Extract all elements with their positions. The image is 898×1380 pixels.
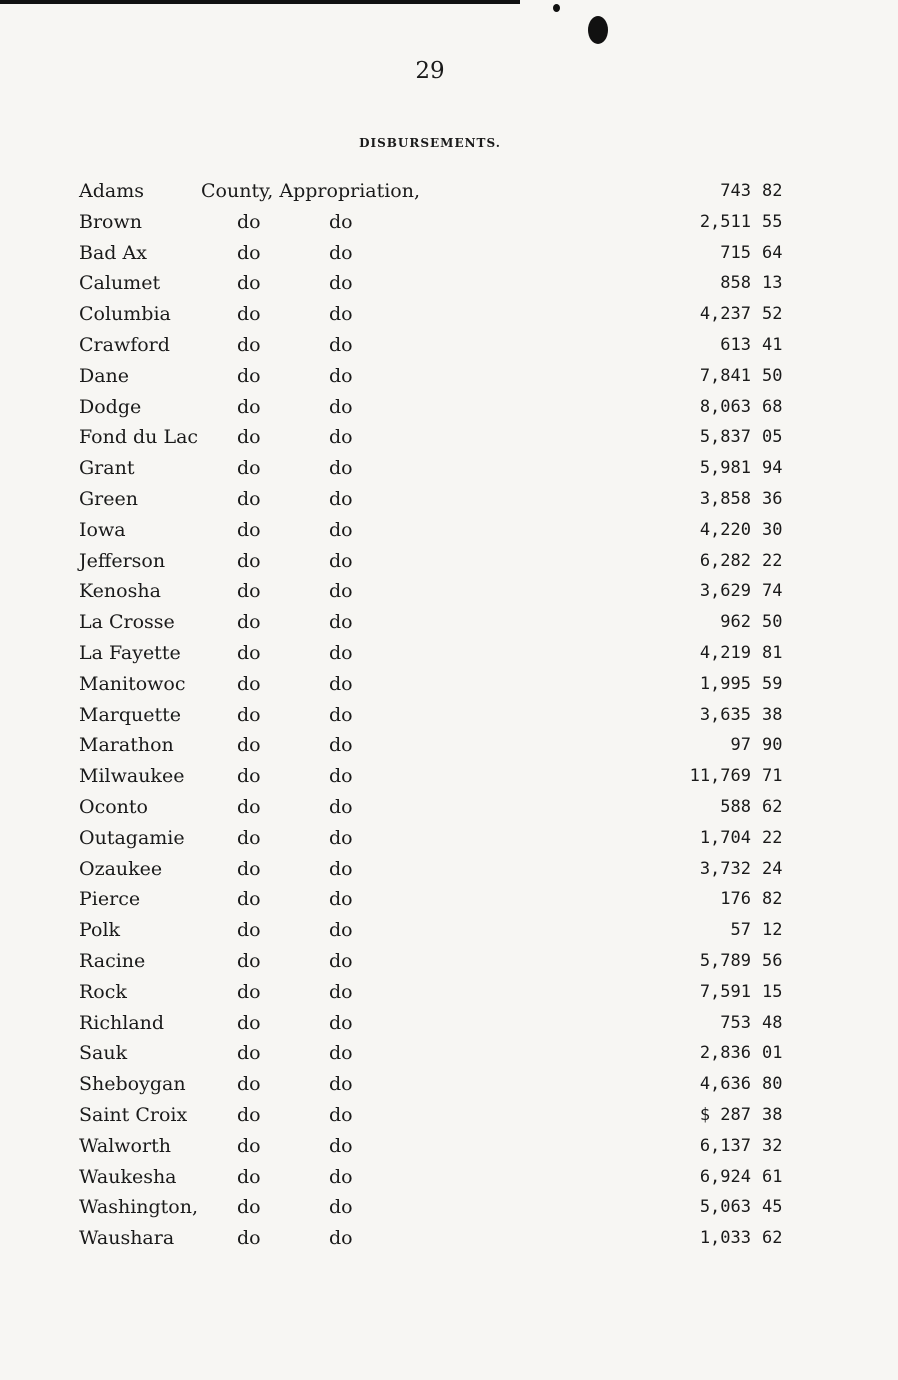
- amount-dollars: 3,629: [699, 581, 751, 602]
- top-border-rule: [0, 0, 520, 4]
- county-name: Waukesha: [79, 1165, 177, 1188]
- amount-dollars: $ 287: [699, 1104, 751, 1125]
- county-name: Waushara: [79, 1227, 175, 1250]
- ditto-appropriation: do: [329, 1042, 353, 1065]
- ledger-row: [79, 268, 799, 299]
- amount-dollars: 588: [720, 796, 751, 817]
- ditto-county: do: [237, 919, 261, 942]
- ditto-appropriation: do: [329, 364, 353, 387]
- amount-dollars: 176: [720, 889, 751, 910]
- ditto-appropriation: do: [329, 1196, 353, 1219]
- ditto-county: do: [237, 949, 261, 972]
- amount-cents: 38: [762, 704, 783, 725]
- ditto-county: do: [237, 857, 261, 880]
- ledger-row: [79, 607, 799, 638]
- ditto-appropriation: do: [329, 611, 353, 634]
- ditto-appropriation: do: [329, 272, 353, 295]
- amount-dollars: 97: [730, 735, 751, 756]
- ditto-appropriation: do: [329, 1134, 353, 1157]
- amount-cents: 90: [762, 735, 783, 756]
- ditto-appropriation: do: [329, 303, 353, 326]
- amount-cents: 62: [762, 796, 783, 817]
- amount-dollars: 3,635: [699, 704, 751, 725]
- county-name: Sheboygan: [79, 1073, 186, 1096]
- county-name: Crawford: [79, 333, 170, 356]
- ditto-appropriation: do: [329, 395, 353, 418]
- amount-dollars: 6,924: [699, 1166, 751, 1187]
- ditto-appropriation: do: [329, 426, 353, 449]
- amount-dollars: 743: [720, 181, 751, 201]
- ditto-county: do: [237, 487, 261, 510]
- county-name: Bad Ax: [79, 241, 147, 264]
- ditto-appropriation: do: [329, 487, 353, 510]
- ledger-row: [79, 422, 799, 453]
- county-name: Jefferson: [79, 549, 166, 572]
- ditto-county: do: [237, 826, 261, 849]
- ditto-appropriation: do: [329, 949, 353, 972]
- county-name: Milwaukee: [79, 765, 185, 788]
- ledger-row: [79, 854, 799, 885]
- ditto-county: do: [237, 426, 261, 449]
- ditto-county: do: [237, 241, 261, 264]
- amount-cents: 55: [762, 211, 783, 232]
- amount-cents: 32: [762, 1135, 783, 1156]
- disbursements-ledger: [79, 176, 799, 1254]
- amount-cents: 52: [762, 304, 783, 325]
- ditto-appropriation: do: [329, 765, 353, 788]
- county-name: Rock: [79, 980, 127, 1003]
- amount-dollars: 6,282: [699, 550, 751, 571]
- ditto-county: do: [237, 1073, 261, 1096]
- county-name: Washington,: [79, 1196, 199, 1219]
- county-name: Iowa: [79, 518, 126, 541]
- amount-cents: 74: [762, 581, 783, 602]
- ledger-row: [79, 207, 799, 238]
- ditto-appropriation: do: [329, 641, 353, 664]
- amount-cents: 41: [762, 334, 783, 355]
- ledger-row: [79, 1162, 799, 1193]
- ditto-county: do: [237, 1196, 261, 1219]
- ledger-row: [79, 238, 799, 269]
- amount-cents: 05: [762, 427, 783, 448]
- amount-dollars: 8,063: [699, 396, 751, 417]
- county-name: Marquette: [79, 703, 182, 726]
- amount-cents: 22: [762, 827, 783, 848]
- column-header: County, Appropriation,: [201, 180, 421, 202]
- amount-dollars: 858: [720, 273, 751, 294]
- amount-dollars: 5,789: [699, 950, 751, 971]
- amount-dollars: 1,995: [699, 673, 751, 694]
- ditto-county: do: [237, 1011, 261, 1034]
- amount-cents: 81: [762, 642, 783, 663]
- amount-dollars: 57: [730, 920, 751, 941]
- ditto-county: do: [237, 672, 261, 695]
- ditto-county: do: [237, 1165, 261, 1188]
- ditto-county: do: [237, 888, 261, 911]
- amount-dollars: 5,981: [699, 458, 751, 479]
- amount-cents: 62: [762, 1228, 783, 1249]
- ledger-row: [79, 700, 799, 731]
- county-name: Pierce: [79, 888, 141, 911]
- ledger-row: [79, 576, 799, 607]
- ditto-appropriation: do: [329, 734, 353, 757]
- page-number: 29: [415, 58, 445, 84]
- county-name: Kenosha: [79, 580, 161, 603]
- ledger-row: [79, 669, 799, 700]
- ditto-county: do: [237, 364, 261, 387]
- ledger-row: [79, 1008, 799, 1039]
- ditto-appropriation: do: [329, 919, 353, 942]
- amount-cents: 36: [762, 488, 783, 509]
- county-name: Walworth: [79, 1134, 171, 1157]
- amount-dollars: 613: [720, 334, 751, 355]
- ledger-row: [79, 977, 799, 1008]
- ditto-appropriation: do: [329, 826, 353, 849]
- ledger-row: [79, 1192, 799, 1223]
- amount-dollars: 7,841: [699, 365, 751, 386]
- amount-dollars: 5,063: [699, 1197, 751, 1218]
- county-name: Adams: [79, 180, 144, 202]
- ink-blot-small: [553, 4, 560, 12]
- ledger-row: [79, 1223, 799, 1254]
- amount-cents: 61: [762, 1166, 783, 1187]
- ditto-appropriation: do: [329, 703, 353, 726]
- ditto-appropriation: do: [329, 1073, 353, 1096]
- amount-dollars: 4,219: [699, 642, 751, 663]
- ledger-row: [79, 1100, 799, 1131]
- ditto-appropriation: do: [329, 1227, 353, 1250]
- ditto-appropriation: do: [329, 457, 353, 480]
- ditto-county: do: [237, 703, 261, 726]
- county-name: Green: [79, 487, 138, 510]
- amount-cents: 82: [762, 181, 783, 201]
- ledger-row: [79, 638, 799, 669]
- county-name: Marathon: [79, 734, 174, 757]
- amount-cents: 59: [762, 673, 783, 694]
- amount-cents: 80: [762, 1074, 783, 1095]
- section-title: DISBURSEMENTS.: [359, 136, 501, 150]
- amount-cents: 30: [762, 519, 783, 540]
- county-name: Outagamie: [79, 826, 185, 849]
- ledger-row: [79, 484, 799, 515]
- county-name: Richland: [79, 1011, 165, 1034]
- ditto-county: do: [237, 641, 261, 664]
- ditto-appropriation: do: [329, 333, 353, 356]
- ledger-rows: [79, 207, 799, 1254]
- ditto-county: do: [237, 765, 261, 788]
- amount-dollars: 715: [720, 242, 751, 263]
- amount-cents: 94: [762, 458, 783, 479]
- ledger-row: [79, 546, 799, 577]
- ditto-county: do: [237, 580, 261, 603]
- ledger-row: [79, 884, 799, 915]
- amount-cents: 71: [762, 766, 783, 787]
- ditto-appropriation: do: [329, 1011, 353, 1034]
- ditto-county: do: [237, 303, 261, 326]
- amount-cents: 38: [762, 1104, 783, 1125]
- ledger-row: [79, 730, 799, 761]
- ditto-county: do: [237, 333, 261, 356]
- amount-dollars: 4,237: [699, 304, 751, 325]
- ledger-row: [79, 915, 799, 946]
- county-name: Columbia: [79, 303, 171, 326]
- amount-cents: 56: [762, 950, 783, 971]
- ditto-appropriation: do: [329, 795, 353, 818]
- ditto-appropriation: do: [329, 210, 353, 233]
- amount-dollars: 753: [720, 1012, 751, 1033]
- ledger-row: [79, 1131, 799, 1162]
- ledger-row: [79, 361, 799, 392]
- amount-dollars: 1,704: [699, 827, 751, 848]
- ledger-row: [79, 1069, 799, 1100]
- amount-cents: 45: [762, 1197, 783, 1218]
- county-name: Dane: [79, 364, 130, 387]
- ditto-appropriation: do: [329, 980, 353, 1003]
- ditto-appropriation: do: [329, 672, 353, 695]
- ledger-row: [79, 392, 799, 423]
- county-name: La Crosse: [79, 611, 175, 634]
- ledger-row: [79, 515, 799, 546]
- ditto-county: do: [237, 734, 261, 757]
- amount-dollars: 2,836: [699, 1043, 751, 1064]
- ditto-appropriation: do: [329, 518, 353, 541]
- ditto-county: do: [237, 611, 261, 634]
- amount-dollars: 3,858: [699, 488, 751, 509]
- ledger-row: [79, 792, 799, 823]
- amount-dollars: 4,636: [699, 1074, 751, 1095]
- county-name: Calumet: [79, 272, 161, 295]
- county-name: Ozaukee: [79, 857, 163, 880]
- amount-cents: 13: [762, 273, 783, 294]
- ditto-appropriation: do: [329, 580, 353, 603]
- ditto-appropriation: do: [329, 241, 353, 264]
- county-name: Sauk: [79, 1042, 128, 1065]
- amount-dollars: 5,837: [699, 427, 751, 448]
- amount-cents: 48: [762, 1012, 783, 1033]
- amount-dollars: 1,033: [699, 1228, 751, 1249]
- county-name: Dodge: [79, 395, 142, 418]
- ditto-county: do: [237, 518, 261, 541]
- ditto-county: do: [237, 980, 261, 1003]
- county-name: Brown: [79, 210, 142, 233]
- ledger-row: [79, 946, 799, 977]
- ledger-row: [79, 330, 799, 361]
- amount-cents: 50: [762, 365, 783, 386]
- ledger-row: [79, 299, 799, 330]
- amount-cents: 64: [762, 242, 783, 263]
- ditto-appropriation: do: [329, 857, 353, 880]
- ledger-header-row: [79, 176, 799, 207]
- amount-cents: 82: [762, 889, 783, 910]
- ditto-county: do: [237, 1103, 261, 1126]
- amount-dollars: 7,591: [699, 981, 751, 1002]
- ledger-row: [79, 823, 799, 854]
- amount-dollars: 2,511: [699, 211, 751, 232]
- ink-blot-large: [588, 16, 608, 44]
- county-name: Grant: [79, 457, 135, 480]
- ditto-appropriation: do: [329, 549, 353, 572]
- county-name: Saint Croix: [79, 1103, 188, 1126]
- amount-cents: 01: [762, 1043, 783, 1064]
- ditto-county: do: [237, 1134, 261, 1157]
- county-name: Fond du Lac: [79, 426, 199, 449]
- ditto-appropriation: do: [329, 1165, 353, 1188]
- amount-dollars: 11,769: [689, 766, 751, 787]
- ditto-county: do: [237, 457, 261, 480]
- amount-cents: 15: [762, 981, 783, 1002]
- ditto-county: do: [237, 210, 261, 233]
- ditto-county: do: [237, 549, 261, 572]
- ledger-row: [79, 1038, 799, 1069]
- amount-cents: 12: [762, 920, 783, 941]
- ditto-appropriation: do: [329, 888, 353, 911]
- county-name: Polk: [79, 919, 121, 942]
- amount-cents: 68: [762, 396, 783, 417]
- ditto-county: do: [237, 1042, 261, 1065]
- ditto-county: do: [237, 395, 261, 418]
- ledger-row: [79, 761, 799, 792]
- amount-dollars: 962: [720, 612, 751, 633]
- amount-cents: 22: [762, 550, 783, 571]
- ditto-county: do: [237, 272, 261, 295]
- county-name: La Fayette: [79, 641, 181, 664]
- county-name: Manitowoc: [79, 672, 186, 695]
- ditto-county: do: [237, 1227, 261, 1250]
- amount-dollars: 6,137: [699, 1135, 751, 1156]
- county-name: Racine: [79, 949, 146, 972]
- ledger-row: [79, 453, 799, 484]
- ditto-appropriation: do: [329, 1103, 353, 1126]
- ditto-county: do: [237, 795, 261, 818]
- amount-dollars: 3,732: [699, 858, 751, 879]
- amount-cents: 50: [762, 612, 783, 633]
- amount-dollars: 4,220: [699, 519, 751, 540]
- county-name: Oconto: [79, 795, 148, 818]
- amount-cents: 24: [762, 858, 783, 879]
